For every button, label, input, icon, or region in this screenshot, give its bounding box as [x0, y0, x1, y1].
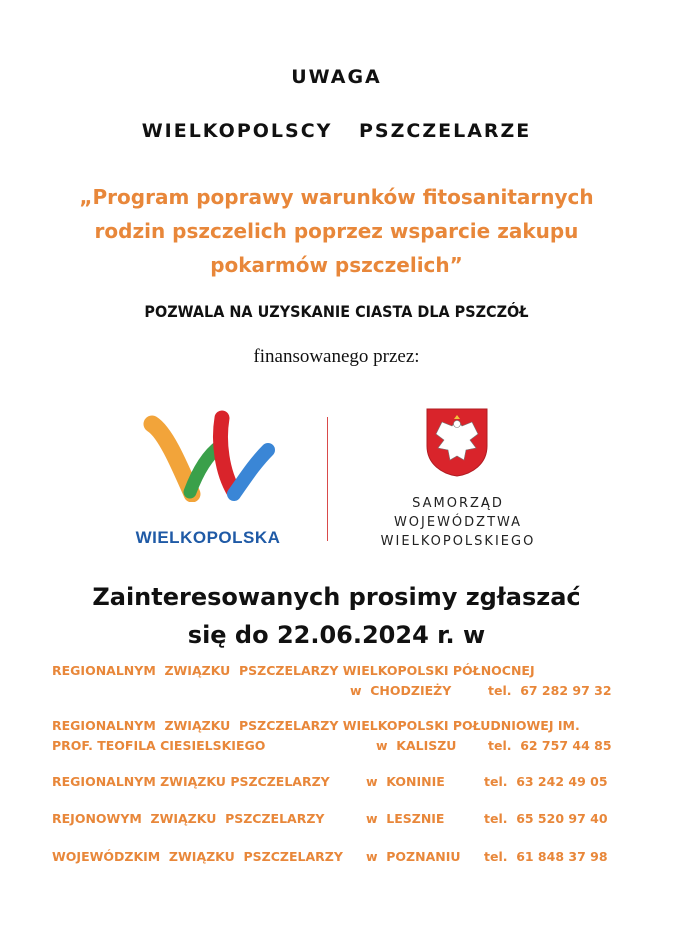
- contact-4-name: REJONOWYM ZWIĄZKU PSZCZELARZY: [52, 811, 325, 826]
- contact-3-phone: tel. 63 242 49 05: [484, 774, 608, 789]
- contact-1-phone: tel. 67 282 97 32: [488, 683, 612, 698]
- notice-title: UWAGA: [291, 66, 382, 88]
- financed-by: finansowanego przez:: [253, 346, 420, 367]
- contact-3-name: REGIONALNYM ZWIĄZKU PSZCZELARZY: [52, 774, 330, 789]
- call-line-2: się do 22.06.2024 r. w: [187, 621, 486, 649]
- notice-subtitle: WIELKOPOLSCY PSZCZELARZE: [141, 120, 532, 142]
- contact-5-name: WOJEWÓDZKIM ZWIĄZKU PSZCZELARZY: [52, 849, 343, 864]
- samorzad-label: [358, 494, 558, 551]
- contact-1-name: REGIONALNYM ZWIĄZKU PSZCZELARZY WIELKOPOLSKI PÓŁNOCNEJ: [52, 663, 535, 678]
- contact-2-name-line-2: PROF. TEOFILA CIESIELSKIEGO: [52, 738, 266, 753]
- contact-2-city: w KALISZU: [376, 738, 457, 753]
- wielkopolska-label: WIELKOPOLSKA: [135, 528, 281, 547]
- contact-5-phone: tel. 61 848 37 98: [484, 849, 608, 864]
- program-name: [0, 180, 673, 282]
- contact-4-phone: tel. 65 520 97 40: [484, 811, 608, 826]
- wielkopolska-logo-icon: [130, 402, 290, 502]
- statement: POZWALA NA UZYSKANIE CIASTA DLA PSZCZÓŁ: [144, 302, 529, 321]
- contact-3-city: w KONINIE: [366, 774, 445, 789]
- eagle-crest-icon: [424, 406, 490, 478]
- program-line-3: pokarmów pszczelich”: [210, 253, 463, 277]
- logo-divider: [327, 417, 328, 541]
- samorzad-line-1: SAMORZĄD: [412, 496, 504, 511]
- contact-2-phone: tel. 62 757 44 85: [488, 738, 612, 753]
- contact-1-city: w CHODZIEŻY: [350, 683, 452, 698]
- contact-5-city: w POZNANIU: [366, 849, 461, 864]
- samorzad-line-3: WIELKOPOLSKIEGO: [380, 534, 536, 549]
- call-to-action: [0, 578, 673, 654]
- program-line-2: rodzin pszczelich poprzez wsparcie zakupu: [94, 219, 579, 243]
- samorzad-line-2: WOJEWÓDZTWA: [393, 515, 523, 530]
- contact-2-name: REGIONALNYM ZWIĄZKU PSZCZELARZY WIELKOPOLSKI POŁUDNIOWEJ IM.: [52, 718, 580, 733]
- contact-4-city: w LESZNIE: [366, 811, 445, 826]
- call-line-1: Zainteresowanych prosimy zgłaszać: [92, 583, 581, 611]
- program-line-1: „Program poprawy warunków fitosanitarnych: [79, 185, 594, 209]
